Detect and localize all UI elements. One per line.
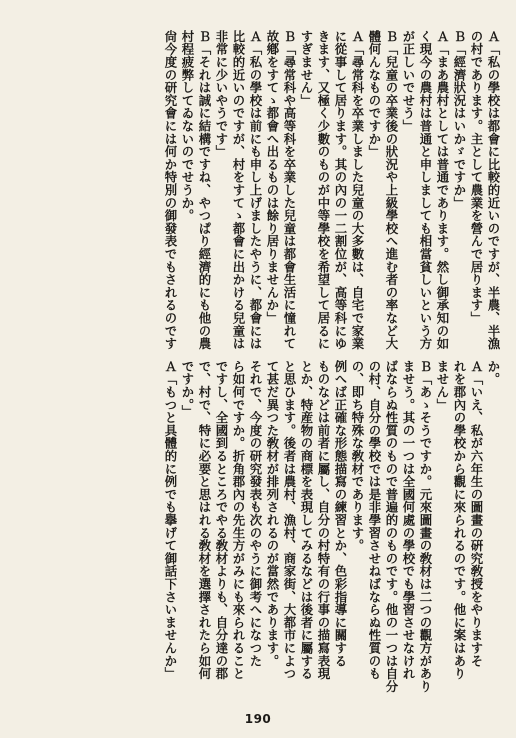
text-line: Ｂ「經濟狀況はいかゞですか」 — [452, 30, 467, 210]
page-number: 190 — [244, 712, 272, 726]
text-line: Ａ「私の學校は都會に比較的近いのですが、半農、半漁 — [486, 30, 501, 350]
text-line: 例へば正確な形態描寫の練習とか、色彩指導に關する — [333, 360, 348, 668]
text-line: と思ひます。後者は農村、漁村、商家街、大都市によつ — [282, 360, 297, 680]
text-line: Ａ「もつと具體的に例でも擧げて御話下さいませんか」 — [163, 360, 178, 680]
text-line: Ｂ「それは誠に結構ですね、やつぱり經濟的にも他の農 — [197, 30, 212, 350]
text-line: Ｂ「兒童の卒業後の狀況や上級學校へ進む者の率など大 — [384, 30, 399, 350]
text-line: れを郡內の學校から觀に來られるのです。他に案はあり — [452, 360, 467, 680]
text-line: Ｂ「あゝそうですか。元來圖畫の敎材は二つの觀方があり — [418, 360, 433, 693]
text-line: きます、又極く少數のものが中等學校を希望して居るに — [316, 30, 331, 350]
text-line: ですし、全國到るところでやる敎材よりも、自分達の郡 — [214, 360, 229, 680]
text-line: 村程疲弊してゐないのでせうか。 — [180, 30, 195, 222]
text-line: Ａ「尋常科を卒業しました兒童の大多數は、自宅で家業 — [350, 30, 365, 350]
text-line: ら如何ですか。折角郡內の先生方がみにも來られること — [231, 360, 246, 680]
text-line: ません」 — [435, 360, 450, 412]
text-line: それで、今度の研究發表も次のやうに御考へになつた — [248, 360, 263, 668]
text-line: Ａ「いえ、私が六年生の圖畫の硏究敎授をやりますそ — [469, 360, 484, 668]
text-line: Ｂ「尋常科や高等科を卒業した兒童は都會生活に憧れて — [282, 30, 297, 350]
text-line: ものなどは前者に屬し、自分の村特有の行事の描寫表現 — [316, 360, 331, 680]
text-line: の、即ち特殊な敎材であります。 — [350, 360, 365, 552]
text-line: すぎません」 — [299, 30, 314, 107]
text-line: ですか。」 — [180, 360, 195, 418]
text-line: く現今の農村は普通と申しましても相當貧しいという方 — [418, 30, 433, 350]
upper-text-block — [12, 30, 502, 348]
lower-text-block — [12, 360, 502, 693]
text-line: か。 — [486, 360, 501, 386]
text-line: ませう。其の一つは全國何處の學校でも學習させなけれ — [401, 360, 416, 680]
text-line: ばならぬ性質のもので普遍的のものです。他の一つは自分 — [384, 360, 399, 693]
text-line: の村、自分の學校では是非學習させねばならぬ性質のも — [367, 360, 382, 680]
text-line: とか、特産物の商標を表現してみるなどは後者に屬する — [299, 360, 314, 680]
text-line: で、村で、特に必要と思はれる敎材を選擇されたら如何 — [197, 360, 212, 680]
text-line: 非常に少いやうです」 — [214, 30, 229, 158]
text-line: に從事して居ります。其の內の一二割位が、高等科にゆ — [333, 30, 348, 350]
text-line: の村であります。主として農業を營んで居ります」 — [469, 30, 484, 325]
text-line: て甚だ異つた敎材が排列されるのが當然であります。 — [265, 360, 280, 668]
text-line: 故鄕をすてゝ都會へ出るものは餘り居りませんか」 — [265, 30, 280, 325]
text-line: Ａ「私の學校は前にも申し上げましたやうに、都會には — [248, 30, 263, 350]
text-line: Ａ「まあ農村としては普通であります。然し御承知の如 — [435, 30, 450, 350]
text-line: 體何んなものですか」 — [367, 30, 382, 158]
text-line: 尙今度の研究會には何か特別の御發表でもされるのです — [163, 30, 178, 350]
text-line: 比較的近いのですが、村をすてゝ都會に出かける兒童は — [231, 30, 246, 350]
text-line: が正しいでせう」 — [401, 30, 416, 133]
